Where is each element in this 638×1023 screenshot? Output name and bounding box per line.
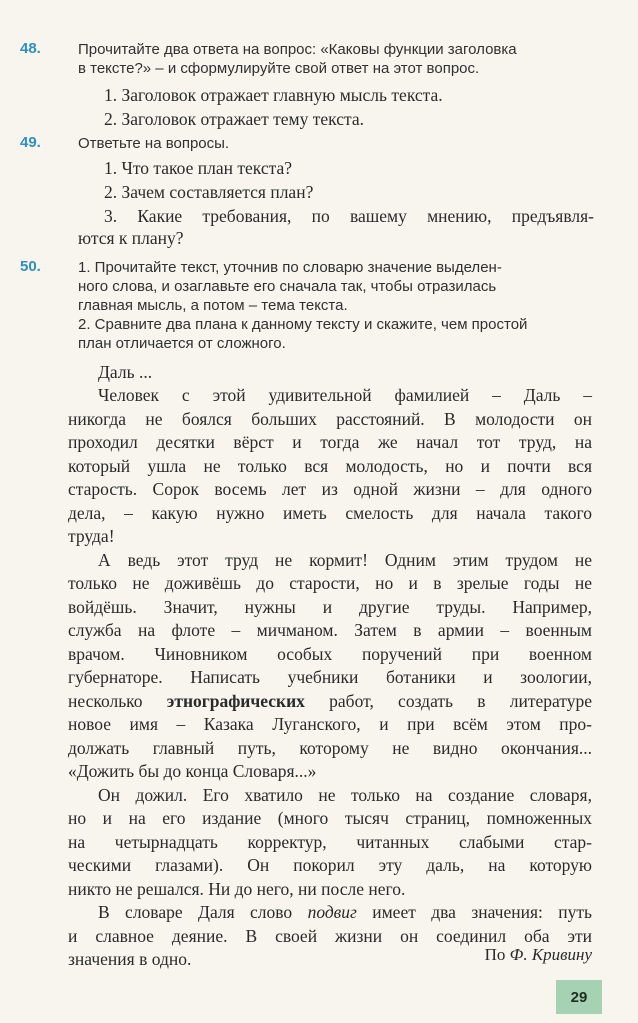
text-line: труда! [68,526,115,546]
task-line: главная мысль, а потом – тема текста. [78,297,348,314]
text-line: Он дожил. Его хватило не только на создание словаря, [98,784,592,805]
text-line: новое имя – Казака Луганского, и при всём этом про- [68,714,592,734]
text-line: врачом. Чиновником особых поручений при военном [68,643,592,664]
italic-word: подвиг [307,902,357,922]
answer-1: 1. Заголовок отражает главную мысль текста. [104,85,443,105]
text-fragment: имеет два значения: путь [356,902,593,922]
text-fragment: несколько [68,690,167,711]
text-line: ческими глазами). Он покорил эту даль, на которую [68,855,592,875]
text-fragment: В словаре Даля слово [98,902,308,922]
text-line: только не доживёшь до старости, но и в зрелые годы не [68,573,592,593]
text-line: «Дожить бы до конца Словаря...» [68,761,317,781]
question-2: 2. Зачем составляется план? [104,182,314,202]
text-line [68,901,592,925]
exercise-number-50: 50. [20,258,41,275]
task-line: Прочитайте два ответа на вопрос: «Каковы функции заголовка [78,41,517,58]
text-fragment: работ, создать в литературе [304,690,592,711]
text-line: Человек с этой удивительной фамилией – Даль – [98,385,592,405]
answer-2: 2. Заголовок отражает тему текста. [104,109,364,129]
text-title: Даль ... [98,362,153,382]
task-line: ного слова, и озаглавьте его сначала так, чтобы отразилась [78,278,497,295]
text-line: старость. Сорок восемь лет из одной жизни – для одного [68,479,592,499]
text-line: служба на флоте – мичманом. Затем в армии – военным [68,620,592,640]
author-name: Ф. Кривину [509,945,592,964]
question-3-line2: ются к плану? [78,228,184,248]
exercise-49-task: Ответьте на вопросы. [78,135,230,152]
page-number: 29 [556,980,602,1014]
exercise-number-49: 49. [20,134,41,151]
question-3-line1: 3. Какие требования, по вашему мнению, предъявля- [104,206,594,226]
task-line: в тексте?» – и сформулируйте свой ответ на этот вопрос. [78,60,480,77]
text-body [68,384,592,972]
task-line: 2. Сравните два плана к данному тексту и скажите, чем простой [78,316,528,333]
text-line: значения в одно. [68,949,192,969]
author-prefix: По [484,945,510,964]
text-line: никогда не боялся больших расстояний. В молодости он [68,408,592,429]
text-line: никто не решался. Ни до него, ни после него. [68,878,406,899]
text-line: А ведь этот труд не кормит! Одним этим трудом не [98,549,592,570]
task-line: план отличается от сложного. [78,335,286,352]
text-line: должать главный путь, которому не видно окончания... [68,737,592,758]
text-line: губернаторе. Написать учебники ботаники и зоологии, [68,667,592,687]
task-line: 1. Прочитайте текст, уточнив по словарю значение выделен- [78,259,502,276]
highlighted-word: этнографических [166,690,305,711]
text-line: но и на его издание (много тысяч страниц, помноженных [68,808,592,828]
text-line: который ушла не только вся молодость, но и почти вся [68,455,592,476]
text-line [68,690,592,714]
text-line: дела, – какую нужно иметь смелость для начала такого [68,502,592,523]
text-line: проходил десятки вёрст и тогда же начал тот труд, на [68,432,592,452]
exercise-48-task [78,40,598,78]
question-1: 1. Что такое план текста? [104,158,293,178]
author-attribution [485,945,592,965]
exercise-50-task [78,258,598,353]
exercise-number-48: 48. [20,40,41,57]
text-line: и славное деяние. В своей жизни он соединил оба эти [68,925,592,946]
text-line: войдёшь. Значит, нужны и другие труды. Например, [68,596,592,617]
text-line: на четырнадцать корректур, читанных слабыми стар- [68,831,592,852]
